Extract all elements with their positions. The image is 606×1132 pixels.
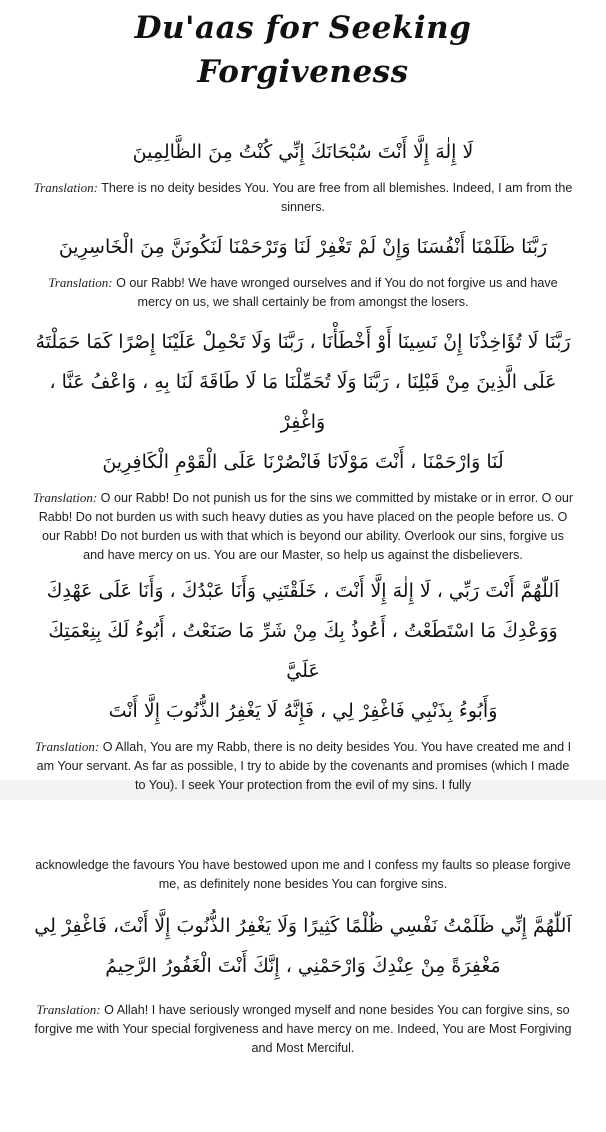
dua-5-arabic-line-1: اَللّٰهُمَّ إِنِّي ظَلَمْتُ نَفْسِي ظُلْمًا كَثِيرًا وَلَا يَغْفِرُ الذُّنُوبَ إِلَّا أَنْتَ، فَاغْفِرْ لِي [34,915,572,937]
translation-text: O our Rabb! We have wronged ourselves and if You do not forgive us and have mercy on us, we shall certainly be from amongst the losers. [116,276,558,309]
dua-3-translation [30,488,576,565]
translation-label: Translation: [36,1002,101,1017]
dua-4-translation [30,737,576,795]
dua-3-arabic-line-3: لَنَا وَارْحَمْنَا ، أَنْتَ مَوْلَانَا فَانْصُرْنَا عَلَى الْقَوْمِ الْكَافِرِينَ [102,451,504,473]
dua-4-arabic-line-3: وَأَبُوءُ بِذَنْبِي فَاغْفِرْ لِي ، فَإِنَّهُ لَا يَغْفِرُ الذُّنُوبَ إِلَّا أَنْتَ [108,700,498,722]
translation-text: O our Rabb! Do not punish us for the sins we committed by mistake or in error. O our Rabb! Do not burden us with such heavy duties as you have placed on the people before us. O our Rabb! Do not burden us with that which is beyond our ability. Overlook our sins, forgive us and have mercy on us. You are our Master, so help us against the disbelievers. [38,491,574,562]
translation-text: O Allah, You are my Rabb, there is no deity besides You. You have created me and I am Your servant. As far as possible, I try to abide by the covenants and promises (which I made to You). I seek Your protection from the evil of my sins. I fully [36,740,572,792]
dua-3-arabic-line-2: عَلَى الَّذِينَ مِنْ قَبْلِنَا ، رَبَّنَا وَلَا تُحَمِّلْنَا مَا لَا طَاقَةَ لَنَا بِهِ ، وَاعْفُ عَنَّا ، وَاغْفِرْ [49,371,557,433]
dua-4-arabic-line-2: وَوَعْدِكَ مَا اسْتَطَعْتُ ، أَعُوذُ بِكَ مِنْ شَرِّ مَا صَنَعْتُ ، أَبُوءُ لَكَ بِنِعْمَتِكَ عَلَيَّ [48,620,558,682]
translation-label: Translation: [48,275,113,290]
translation-label: Translation: [34,739,100,754]
dua-1-arabic: لَا إِلٰهَ إِلَّا أَنْتَ سُبْحَانَكَ إِنِّي كُنْتُ مِنَ الظَّالِمِينَ [132,141,474,163]
translation-label: Translation: [33,180,98,195]
dua-2-translation [30,273,576,312]
dua-3-arabic-line-1: رَبَّنَا لَا تُؤَاخِذْنَا إِنْ نَسِينَا أَوْ أَخْطَأْنَا ، رَبَّنَا وَلَا تَحْمِلْ عَلَيْنَا إِصْرًا كَمَا حَمَلْتَهُ [35,331,571,353]
dua-1-translation [30,178,576,217]
dua-4-arabic-line-1: اَللّٰهُمَّ أَنْتَ رَبِّي ، لَا إِلٰهَ إِلَّا أَنْتَ ، خَلَقْتَنِي وَأَنَا عَبْدُكَ ، وَأَنَا عَلَى عَهْدِكَ [46,580,560,602]
page-title: Du'aas for Seeking Forgiveness [134,10,472,90]
translation-text: O Allah! I have seriously wronged myself and none besides You can forgive sins, so forgive me with Your special forgiveness and have mercy on me. Indeed, You are Most Forgiving and Most Merciful. [34,1003,572,1055]
page-two [0,800,606,1132]
translation-text: There is no deity besides You. You are free from all blemishes. Indeed, I am from the sinners. [101,181,573,214]
dua-5-translation [30,1000,576,1058]
dua-2-arabic: رَبَّنَا ظَلَمْنَا أَنْفُسَنَا وَإِنْ لَمْ تَغْفِرْ لَنَا وَتَرْحَمْنَا لَنَكُونَنَّ مِنَ الْخَاسِرِينَ [58,236,548,258]
dua-4-translation-continued: acknowledge the favours You have bestowed upon me and I confess my faults so please forgive me, as definitely none besides You can forgive sins. [35,858,571,891]
translation-label: Translation: [32,490,98,505]
dua-5-arabic-line-2: مَغْفِرَةً مِنْ عِنْدِكَ وَارْحَمْنِي ، إِنَّكَ أَنْتَ الْغَفُورُ الرَّحِيمُ [105,955,501,977]
